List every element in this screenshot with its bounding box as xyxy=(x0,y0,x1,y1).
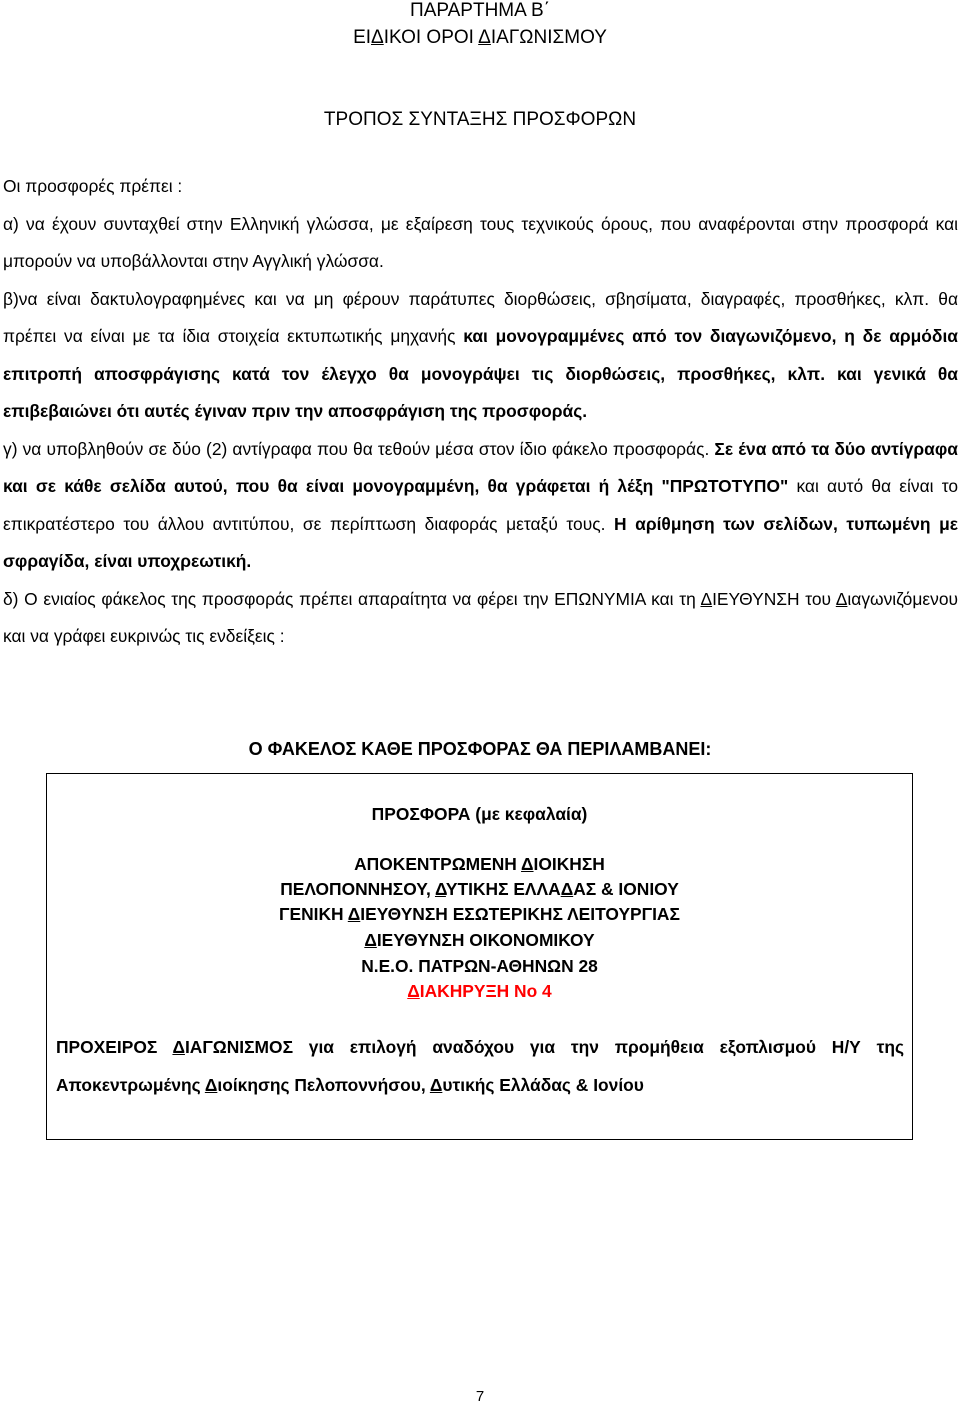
address-line-2 xyxy=(47,879,912,900)
address-line-1 xyxy=(47,854,912,875)
underlined-letter: Δ xyxy=(172,1037,185,1057)
underlined-letter: Δ xyxy=(835,588,848,609)
text: υτικής Ελλάδας & Ιονίου xyxy=(442,1075,644,1095)
underlined-letter: Δ xyxy=(429,1075,443,1095)
page-number: 7 xyxy=(475,1388,485,1405)
text: ΠΡΟΧΕΙΡΟΣ xyxy=(56,1037,173,1057)
bold-text: και μονογραμμένες από τον διαγωνιζόμενο, η δε αρμόδια επιτροπή αποσφράγισης κατά τον έλεγχο θα μονογράψει τις διορθώσεις, προσθήκες, κλπ. και γενικά θα επιβεβαιώνει ότι αυτές έγιναν πριν την αποσφράγιση της προσφοράς. xyxy=(3,326,958,421)
text: ΕΙ xyxy=(353,27,372,48)
text: ΙΕΥΘΥΝΣΗ του xyxy=(712,588,836,609)
declaration-number xyxy=(47,981,912,1002)
text: ιαγωνιζόμενου και να γράφει ευκρινώς τις ενδείξεις : xyxy=(3,588,958,646)
text: β)να είναι δακτυλογραφημένες και να μη φέρουν παράτυπες διορθώσεις, σβησίματα, διαγραφές, προσθήκες, κλπ. θα πρέπει να είναι με τα ίδια στοιχεία εκτυπωτικής μηχανής xyxy=(3,288,958,346)
underlined-letter: Δ xyxy=(204,1075,218,1095)
annex-subtitle xyxy=(0,27,960,49)
body-text xyxy=(3,168,958,656)
underlined-letter: Δ xyxy=(347,904,361,924)
text: ΙΑΓΩΝΙΣΜΟΥ xyxy=(490,27,607,48)
underlined-letter: Δ xyxy=(407,981,420,1001)
intro-line: Οι προσφορές πρέπει : xyxy=(3,176,183,196)
bold-text: Η αρίθμηση των σελίδων, τυπωμένη με σφραγίδα, είναι υποχρεωτική. xyxy=(3,513,958,571)
annex-title: ΠΑΡΑΡΤΗΜΑ Β΄ xyxy=(409,0,551,21)
text: ΥΤΙΚΗΣ ΕΛΛΑ xyxy=(445,879,561,899)
text: ΙΟΙΚΗΣΗ xyxy=(533,854,605,874)
underlined-letter: Δ xyxy=(371,27,384,48)
text: ΑΣ & ΙΟΝΙΟΥ xyxy=(573,879,679,899)
text: ΙΕΥΘΥΝΣΗ ΟΙΚΟΝΟΜΙΚΟΥ xyxy=(376,930,595,950)
text: ΠΕΛΟΠΟΝΝΗΣΟΥ, xyxy=(280,879,435,899)
item-c xyxy=(3,431,958,581)
item-a: α) να έχουν συνταχθεί στην Ελληνική γλώσσα, με εξαίρεση τους τεχνικούς όρους, που αναφέρονται στην προσφορά και μπορούν να υποβάλλονται στην Αγγλική γλώσσα. xyxy=(3,213,958,271)
underlined-letter: Δ xyxy=(521,854,534,874)
underlined-letter: Δ xyxy=(700,588,713,609)
tender-description xyxy=(56,1028,904,1104)
text: ΙΑΚΗΡΥΞΗ Νο 4 xyxy=(419,981,552,1001)
text: ΙΑΓΩΝΙΣΜΟΣ για επιλογή αναδόχου για την προμήθεια εξοπλισμού Η/Υ της Αποκεντρωμένης xyxy=(56,1037,904,1095)
underlined-letter: Δ xyxy=(364,930,377,950)
item-d xyxy=(3,581,958,656)
address-line-5: Ν.Ε.Ο. ΠΑΤΡΩΝ-ΑΘΗΝΩΝ 28 xyxy=(361,956,598,976)
address-line-4 xyxy=(47,930,912,951)
tender-text xyxy=(56,1028,904,1104)
underlined-letter: Δ xyxy=(434,879,446,899)
text: ΑΠΟΚΕΝΤΡΩΜΕΝΗ xyxy=(354,854,522,874)
underlined-letter: Δ xyxy=(560,879,574,899)
envelope-box xyxy=(46,773,913,1140)
underlined-letter: Δ xyxy=(478,27,491,48)
offer-label: ΠΡΟΣΦΟΡΑ (με κεφαλαία) xyxy=(371,804,588,824)
text: γ) να υποβληθούν σε δύο (2) αντίγραφα που θα τεθούν μέσα στον ίδιο φάκελο προσφοράς. xyxy=(3,438,715,459)
text: ιοίκησης Πελοποννήσου, xyxy=(217,1075,430,1095)
text: και αυτό θα είναι το επικρατέστερο του άλλου αντιτύπου, σε περίπτωση διαφοράς μεταξύ τους. xyxy=(3,476,959,534)
bold-text: Σε ένα από τα δύο αντίγραφα και σε κάθε σελίδα αυτού, που θα είναι μονογραμμένη, θα γράφεται ή λέξη "ΠΡΩΤΟΤΥΠΟ" xyxy=(3,438,958,496)
section-title: ΤΡΟΠΟΣ ΣΥΝΤΑΞΗΣ ΠΡΟΣΦΟΡΩΝ xyxy=(323,109,637,130)
item-b xyxy=(3,281,958,431)
text: δ) Ο ενιαίος φάκελος της προσφοράς πρέπει απαραίτητα να φέρει την ΕΠΩΝΥΜΙΑ και τη xyxy=(3,588,701,609)
envelope-heading: Ο ΦΑΚΕΛΟΣ ΚΑΘΕ ΠΡΟΣΦΟΡΑΣ ΘΑ ΠΕΡΙΛΑΜΒΑΝΕΙ: xyxy=(248,739,712,759)
text: ΙΚΟΙ ΟΡΟΙ xyxy=(383,27,479,48)
address-line-3 xyxy=(47,904,912,925)
text: ΓΕΝΙΚΗ xyxy=(279,904,348,924)
text: ΙΕΥΘΥΝΣΗ ΕΣΩΤΕΡΙΚΗΣ ΛΕΙΤΟΥΡΓΙΑΣ xyxy=(360,904,680,924)
